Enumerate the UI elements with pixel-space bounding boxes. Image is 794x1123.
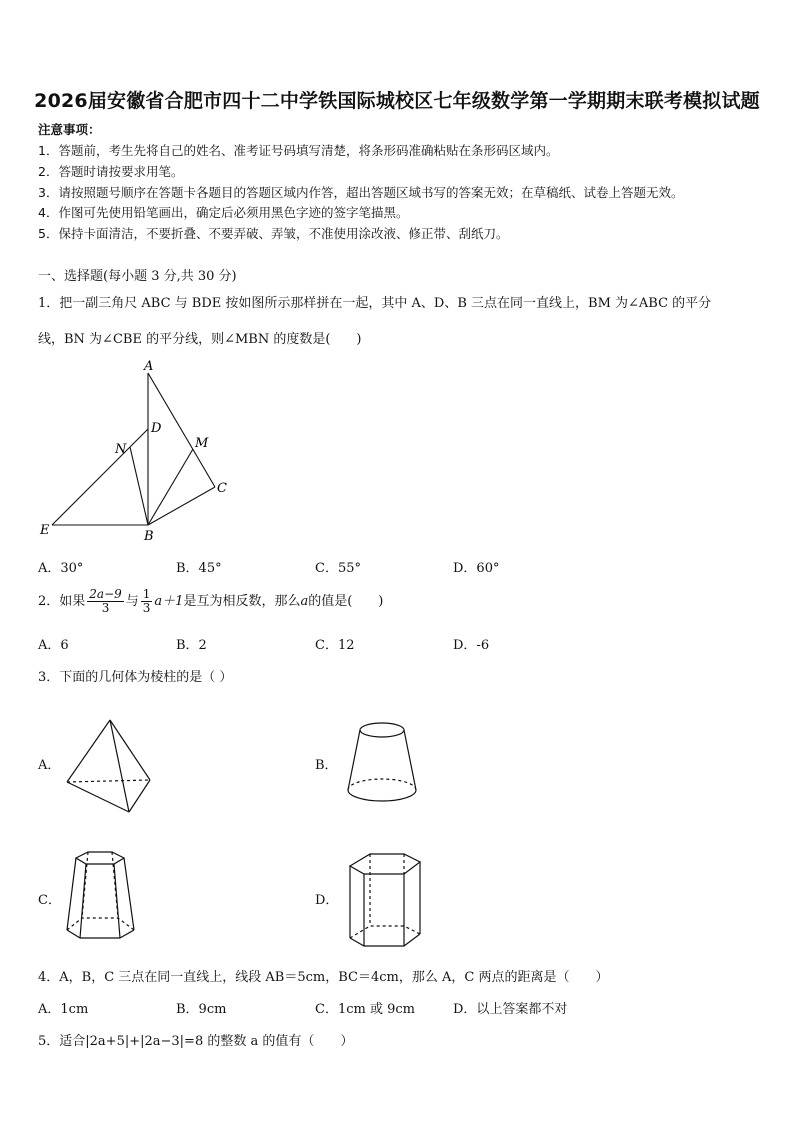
question-2-option-d: D．-6 xyxy=(453,638,490,653)
fraction-denominator: 3 xyxy=(101,601,110,616)
question-1-option-d: D．60° xyxy=(453,561,500,576)
question-2-option-c: C．12 xyxy=(315,638,355,653)
hexagonal-prism-figure xyxy=(342,848,427,953)
question-3-option-a: A． xyxy=(38,758,61,773)
question-2-variable: a xyxy=(300,594,309,610)
fraction-1-over-3 xyxy=(141,588,153,615)
fraction-numerator: 2a−9 xyxy=(89,587,122,601)
fraction-numerator: 1 xyxy=(142,587,151,601)
point-label-b: B xyxy=(144,529,154,544)
question-3-option-b: B． xyxy=(315,758,338,773)
question-4-option-b: B．9cm xyxy=(176,1002,227,1017)
question-2-mid: 与 xyxy=(125,594,139,610)
question-4-option-c: C．1cm 或 9cm xyxy=(315,1002,415,1017)
question-2-expression: a＋1 xyxy=(154,594,184,610)
question-3-stem: 3．下面的几何体为棱柱的是（ ） xyxy=(38,670,233,685)
question-2-stem xyxy=(38,588,383,615)
notice-item: 1．答题前，考生先将自己的姓名、准考证号码填写清楚，将条形码准确粘贴在条形码区域内。 xyxy=(38,143,559,158)
question-1-option-a: A．30° xyxy=(38,561,84,576)
notice-heading: 注意事项： xyxy=(38,122,101,137)
question-4-stem: 4．A，B，C 三点在同一直线上，线段 AB＝5cm，BC＝4cm，那么 A，C 两点的距离是（ ） xyxy=(38,970,609,985)
point-label-c: C xyxy=(217,481,227,496)
point-label-d: D xyxy=(151,421,162,436)
notice-item: 4．作图可先使用铅笔画出，确定后必须用黑色字迹的签字笔描黑。 xyxy=(38,205,409,220)
page-title: 2026届安徽省合肥市四十二中学铁国际城校区七年级数学第一学期期末联考模拟试题 xyxy=(34,90,760,112)
point-label-e: E xyxy=(40,523,50,538)
question-4-option-a: A．1cm xyxy=(38,1002,89,1017)
notice-item: 3．请按照题号顺序在答题卡各题目的答题区域内作答，超出答题区域书写的答案无效；在草稿纸、试卷上答题无效。 xyxy=(38,185,684,200)
question-4-option-d: D．以上答案都不对 xyxy=(453,1002,568,1017)
question-1-option-b: B．45° xyxy=(176,561,222,576)
question-3-option-d: D． xyxy=(315,893,339,908)
question-1-figure xyxy=(30,355,240,545)
question-3-option-c: C． xyxy=(38,893,61,908)
question-2-end: 的值是( ) xyxy=(308,594,384,610)
notice-item: 2．答题时请按要求用笔。 xyxy=(38,164,184,179)
frustum-prism-figure xyxy=(62,848,142,948)
question-1-line-1: 1．把一副三角尺 ABC 与 BDE 按如图所示那样拼在一起，其中 A、D、B 三点在同一直线上，BM 为∠ABC 的平分 xyxy=(38,296,712,311)
section-heading: 一、选择题(每小题 3 分,共 30 分) xyxy=(38,269,237,284)
question-5-stem: 5．适合|2a+5|+|2a−3|=8 的整数 a 的值有（ ） xyxy=(38,1034,354,1049)
tetrahedron-figure xyxy=(62,712,162,817)
notice-item: 5．保持卡面清洁，不要折叠、不要弄破、弄皱，不准使用涂改液、修正带、刮纸刀。 xyxy=(38,226,509,241)
question-2-option-a: A．6 xyxy=(38,638,69,653)
point-label-n: N xyxy=(115,442,127,457)
question-2-option-b: B．2 xyxy=(176,638,207,653)
point-label-a: A xyxy=(144,359,154,374)
fraction-denominator: 3 xyxy=(142,601,151,616)
point-label-m: M xyxy=(195,436,209,451)
question-2-prefix: 2．如果 xyxy=(38,594,86,610)
question-2-suffix: 是互为相反数，那么 xyxy=(183,594,301,610)
question-1-line-2: 线，BN 为∠CBE 的平分线，则∠MBN 的度数是( ) xyxy=(38,332,362,347)
fraction-2a-9-over-3 xyxy=(87,588,123,615)
question-1-option-c: C．55° xyxy=(315,561,361,576)
frustum-cone-figure xyxy=(342,718,422,808)
